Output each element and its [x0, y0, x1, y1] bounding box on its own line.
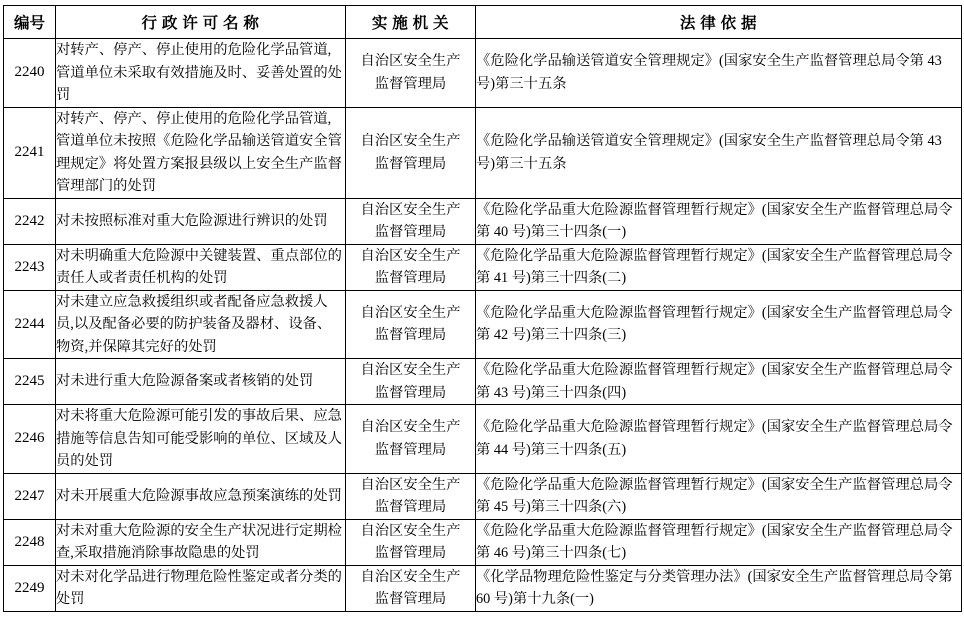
- column-header-number: 编号: [4, 6, 56, 39]
- table-row: [4, 107, 962, 198]
- cell-number: 2247: [4, 473, 56, 519]
- cell-number: 2246: [4, 405, 56, 474]
- cell-organization: [346, 198, 476, 244]
- organization-line-1: 自治区安全生产: [360, 522, 461, 539]
- organization-line-1: 自治区安全生产: [360, 362, 461, 378]
- table-header: [4, 6, 962, 39]
- organization-line-1: 自治区安全生产: [360, 133, 461, 149]
- cell-permit-name: 对未按照标准对重大危险源进行辨识的处罚: [56, 198, 346, 244]
- cell-permit-name: 对转产、停产、停止使用的危险化学品管道,管道单位未按照《危险化学品输送管道安全管理规定》将处置方案报县级以上安全生产监督管理部门的处罚: [56, 107, 346, 198]
- cell-organization: [346, 405, 476, 474]
- cell-permit-name: 对转产、停产、停止使用的危险化学品管道,管道单位未采取有效措施及时、妥善处置的处罚: [56, 39, 346, 108]
- table-row: [4, 244, 962, 290]
- cell-legal-basis: 《危险化学品重大危险源监督管理暂行规定》(国家安全生产监督管理总局令第 43 号)第三十四条(四): [476, 359, 962, 405]
- cell-permit-name: 对未进行重大危险源备案或者核销的处罚: [56, 359, 346, 405]
- cell-number: 2245: [4, 359, 56, 405]
- cell-permit-name: 对未明确重大危险源中关键装置、重点部位的责任人或者责任机构的处罚: [56, 244, 346, 290]
- cell-legal-basis: 《危险化学品重大危险源监督管理暂行规定》(国家安全生产监督管理总局令第 41 号)第三十四条(二): [476, 244, 962, 290]
- cell-organization: [346, 473, 476, 519]
- table-row: [4, 290, 962, 359]
- organization-line-1: 自治区安全生产: [360, 304, 461, 321]
- organization-line-2: 监督管理局: [374, 224, 447, 240]
- cell-number: 2242: [4, 198, 56, 244]
- cell-legal-basis: 《危险化学品输送管道安全管理规定》(国家安全生产监督管理总局令第 43 号)第三十五条: [476, 39, 962, 108]
- organization-line-2: 监督管理局: [374, 591, 447, 607]
- column-header-permit-name: 行 政 许 可 名 称: [56, 6, 346, 39]
- table-header-row: [4, 6, 962, 39]
- column-header-organization: 实 施 机 关: [346, 6, 476, 39]
- organization-line-2: 监督管理局: [374, 75, 447, 92]
- cell-permit-name: 对未将重大危险源可能引发的事故后果、应急措施等信息告知可能受影响的单位、区域及人员的处罚: [56, 405, 346, 474]
- table-row: [4, 39, 962, 108]
- cell-permit-name: 对未对化学品进行物理危险性鉴定或者分类的处罚: [56, 565, 346, 611]
- cell-permit-name: 对未对重大危险源的安全生产状况进行定期检查,采取措施消除事故隐患的处罚: [56, 519, 346, 565]
- table-row: [4, 565, 962, 611]
- table-row: [4, 405, 962, 474]
- organization-line-2: 监督管理局: [374, 441, 447, 458]
- administrative-permit-table: [3, 5, 962, 612]
- cell-number: 2241: [4, 107, 56, 198]
- cell-number: 2249: [4, 565, 56, 611]
- cell-legal-basis: 《危险化学品重大危险源监督管理暂行规定》(国家安全生产监督管理总局令第 45 号)第三十四条(六): [476, 473, 962, 519]
- organization-line-2: 监督管理局: [374, 499, 447, 515]
- column-header-legal-basis: 法 律 依 据: [476, 6, 962, 39]
- organization-line-2: 监督管理局: [374, 545, 447, 561]
- organization-line-2: 监督管理局: [374, 270, 447, 286]
- cell-number: 2248: [4, 519, 56, 565]
- cell-number: 2244: [4, 290, 56, 359]
- table-row: [4, 473, 962, 519]
- organization-line-1: 自治区安全生产: [360, 53, 461, 70]
- cell-organization: [346, 565, 476, 611]
- cell-organization: [346, 244, 476, 290]
- organization-line-1: 自治区安全生产: [360, 419, 461, 436]
- cell-legal-basis: 《化学品物理危险性鉴定与分类管理办法》(国家安全生产监督管理总局令第 60 号)第十九条(一): [476, 565, 962, 611]
- cell-organization: [346, 519, 476, 565]
- table-row: [4, 198, 962, 244]
- cell-legal-basis: 《危险化学品输送管道安全管理规定》(国家安全生产监督管理总局令第 43 号)第三十五条: [476, 107, 962, 198]
- organization-line-1: 自治区安全生产: [360, 476, 461, 493]
- cell-organization: [346, 39, 476, 108]
- cell-number: 2243: [4, 244, 56, 290]
- table-row: [4, 519, 962, 565]
- organization-line-2: 监督管理局: [374, 384, 447, 401]
- organization-line-1: 自治区安全生产: [360, 201, 461, 218]
- cell-organization: [346, 107, 476, 198]
- cell-organization: [346, 359, 476, 405]
- cell-legal-basis: 《危险化学品重大危险源监督管理暂行规定》(国家安全生产监督管理总局令第 44 号)第三十四条(五): [476, 405, 962, 474]
- cell-number: 2240: [4, 39, 56, 108]
- table-row: [4, 359, 962, 405]
- cell-permit-name: 对未开展重大危险源事故应急预案演练的处罚: [56, 473, 346, 519]
- table-body: [4, 39, 962, 612]
- cell-legal-basis: 《危险化学品重大危险源监督管理暂行规定》(国家安全生产监督管理总局令第 40 号)第三十四条(一): [476, 198, 962, 244]
- organization-line-2: 监督管理局: [374, 155, 447, 172]
- organization-line-1: 自治区安全生产: [360, 247, 461, 264]
- organization-line-2: 监督管理局: [374, 327, 447, 344]
- organization-line-1: 自治区安全生产: [360, 568, 461, 585]
- cell-organization: [346, 290, 476, 359]
- cell-legal-basis: 《危险化学品重大危险源监督管理暂行规定》(国家安全生产监督管理总局令第 46 号)第三十四条(七): [476, 519, 962, 565]
- cell-legal-basis: 《危险化学品重大危险源监督管理暂行规定》(国家安全生产监督管理总局令第 42 号)第三十四条(三): [476, 290, 962, 359]
- cell-permit-name: 对未建立应急救援组织或者配备应急救援人员,以及配备必要的防护装备及器材、设备、物资,并保障其完好的处罚: [56, 290, 346, 359]
